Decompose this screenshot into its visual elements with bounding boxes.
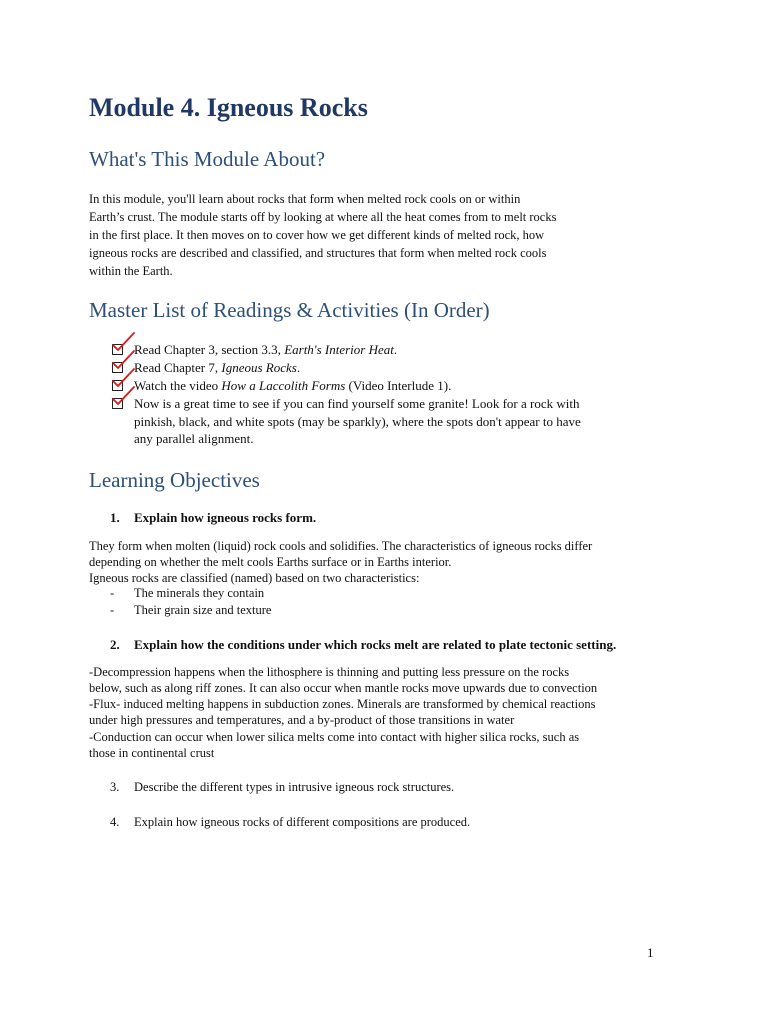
about-line: Earth’s crust. The module starts off by looking at where all the heat comes from to melt rocks bbox=[89, 210, 557, 224]
list-item: - Their grain size and texture bbox=[110, 603, 272, 617]
body-line: those in continental crust bbox=[89, 746, 215, 760]
checklist-text: Now is a great time to see if you can find yourself some granite! Look for a rock with pinkish, black, and white spots (may be sparkly), where the spots don't appear to have any parallel alignment. bbox=[134, 396, 581, 446]
about-line: In this module, you'll learn about rocks that form when melted rock cools on or within bbox=[89, 192, 521, 206]
page-number: 1 bbox=[647, 945, 654, 960]
checklist-text: Read Chapter 3, section 3.3, Earth's Interior Heat. bbox=[134, 342, 398, 357]
about-line: within the Earth. bbox=[89, 264, 173, 278]
body-line: -Conduction can occur when lower silica melts come into contact with higher silica rocks, such as bbox=[89, 730, 580, 744]
body-line: -Flux- induced melting happens in subduction zones. Minerals are transformed by chemical reactions bbox=[89, 697, 596, 711]
about-line: igneous rocks are described and classified, and structures that form when melted rock cools bbox=[89, 246, 547, 260]
body-line: -Decompression happens when the lithosphere is thinning and putting less pressure on the rocks bbox=[89, 665, 570, 679]
checklist-item bbox=[112, 341, 672, 359]
heading-module-about: What's This Module About? bbox=[89, 147, 326, 171]
body-line: Igneous rocks are classified (named) based on two characteristics: bbox=[89, 571, 420, 585]
body-line: below, such as along riff zones. It can also occur when mantle rocks move upwards due to convection bbox=[89, 681, 598, 695]
checklist-text: Watch the video How a Laccolith Forms (Video Interlude 1). bbox=[134, 378, 452, 393]
body-line: They form when molten (liquid) rock cools and solidifies. The characteristics of igneous rocks differ bbox=[89, 539, 593, 553]
checklist-item bbox=[112, 395, 672, 448]
heading-master-list: Master List of Readings & Activities (In Order) bbox=[89, 298, 490, 322]
heading-learning-objectives: Learning Objectives bbox=[89, 468, 260, 492]
objective-2: 2. Explain how the conditions under which rocks melt are related to plate tectonic setting. bbox=[110, 637, 617, 652]
red-check-icon bbox=[110, 385, 136, 409]
objective-3: 3. Describe the different types in intrusive igneous rock structures. bbox=[110, 780, 455, 794]
body-line: depending on whether the melt cools Earths surface or in Earths interior. bbox=[89, 555, 452, 569]
page-title: Module 4. Igneous Rocks bbox=[89, 93, 368, 122]
list-item: - The minerals they contain bbox=[110, 586, 265, 600]
checklist-text: Read Chapter 7, Igneous Rocks. bbox=[134, 360, 301, 375]
checklist-item bbox=[112, 359, 672, 377]
about-line: in the first place. It then moves on to cover how we get different kinds of melted rock, how bbox=[89, 228, 545, 242]
checklist-item bbox=[112, 377, 672, 395]
objective-4: 4. Explain how igneous rocks of different compositions are produced. bbox=[110, 815, 471, 829]
objective-1: 1. Explain how igneous rocks form. bbox=[110, 510, 317, 525]
body-line: under high pressures and temperatures, and a by-product of those transitions in water bbox=[89, 713, 515, 727]
